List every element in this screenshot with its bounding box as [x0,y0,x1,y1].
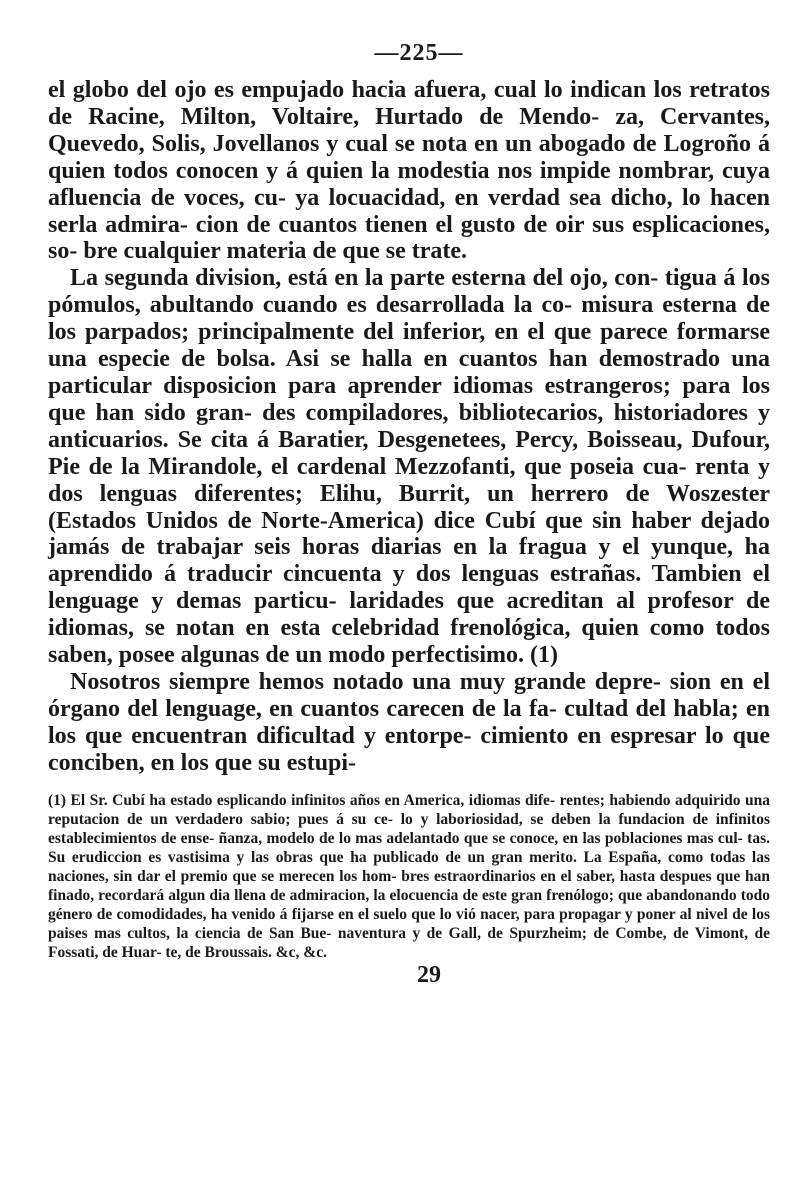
book-page [48,40,770,989]
paragraph-1: el globo del ojo es empujado hacia afuera, cual lo indican los retratos de Racine, Milton, Voltaire, Hurtado de Mendo- za, Cervantes, Quevedo, Solis, Jovellanos y cual se nota en un abogado de Logroño á quien todos conocen y á quien la modestia nos impide nombrar, cuya afluencia de voces, cu- ya locuacidad, en verdad sea dicho, lo hacen serla admira- cion de cuantos tienen el gusto de oir sus esplicaciones, so- bre cualquier materia de que se trate. [48,77,770,265]
main-text [48,77,770,777]
paragraph-3: Nosotros siempre hemos notado una muy grande depre- sion en el órgano del lenguage, en cuantos carecen de la fa- cultad del habla; en los que encuentran dificultad y entorpe- cimiento en espresar lo que conciben, en los que su estupi- [48,668,770,776]
signature-mark: 29 [417,961,441,988]
footnote-block [48,791,770,962]
footnote-1: (1) El Sr. Cubí ha estado esplicando infinitos años en America, idiomas dife- rentes; habiendo adquirido una reputacion de un verdadero sabio; pues á su ce- lo y laboriosidad, se deben la fundacion de infinitos establecimientos de ense- ñanza, modelo de lo mas adelantado que se conoce, en las poblaciones mas cul- tas. Su erudiccion es vastisima y las obras que ha publicado de un gran merito. La España, como todas las naciones, sin dar el premio que se merecen los hom- bres estraordinarios en el saber, hasta despues que han finado, recordará algun dia llena de admiracion, la elocuencia de este gran frenólogo; que abandonando todo género de comodidades, ha venido á fijarse en el suelo que lo vió nacer, para propagar y poner al nivel de los paises mas cultos, la ciencia de San Bue- naventura y de Gall, de Spurzheim; de Combe, de Vimont, de Fossati, de Huar- te, de Broussais. &c, &c. [48,791,770,961]
paragraph-2: La segunda division, está en la parte esterna del ojo, con- tigua á los pómulos, abultando cuando es desarrollada la co- misura esterna de los parpados; principalmente del inferior, en el que parece formarse una especie de bolsa. Asi se halla en cuantos han demostrado una particular disposicion para aprender idiomas estrangeros; para los que han sido gran- des compiladores, bibliotecarios, historiadores y anticuarios. Se cita á Baratier, Desgenetees, Percy, Boisseau, Dufour, Pie de la Mirandole, el cardenal Mezzofanti, que poseia cua- renta y dos lenguas diferentes; Elihu, Burrit, un herrero de Woszester (Estados Unidos de Norte-America) dice Cubí que sin haber dejado jamás de trabajar seis horas diarias en la fragua y el yunque, ha aprendido á traducir cincuenta y dos lenguas estrañas. Tambien el lenguage y demas particu- laridades que acreditan al profesor de idiomas, se notan en esta celebridad frenológica, quien como todos saben, posee algunas de un modo perfectisimo. (1) [48,265,770,669]
page-number: —225— [374,40,464,66]
